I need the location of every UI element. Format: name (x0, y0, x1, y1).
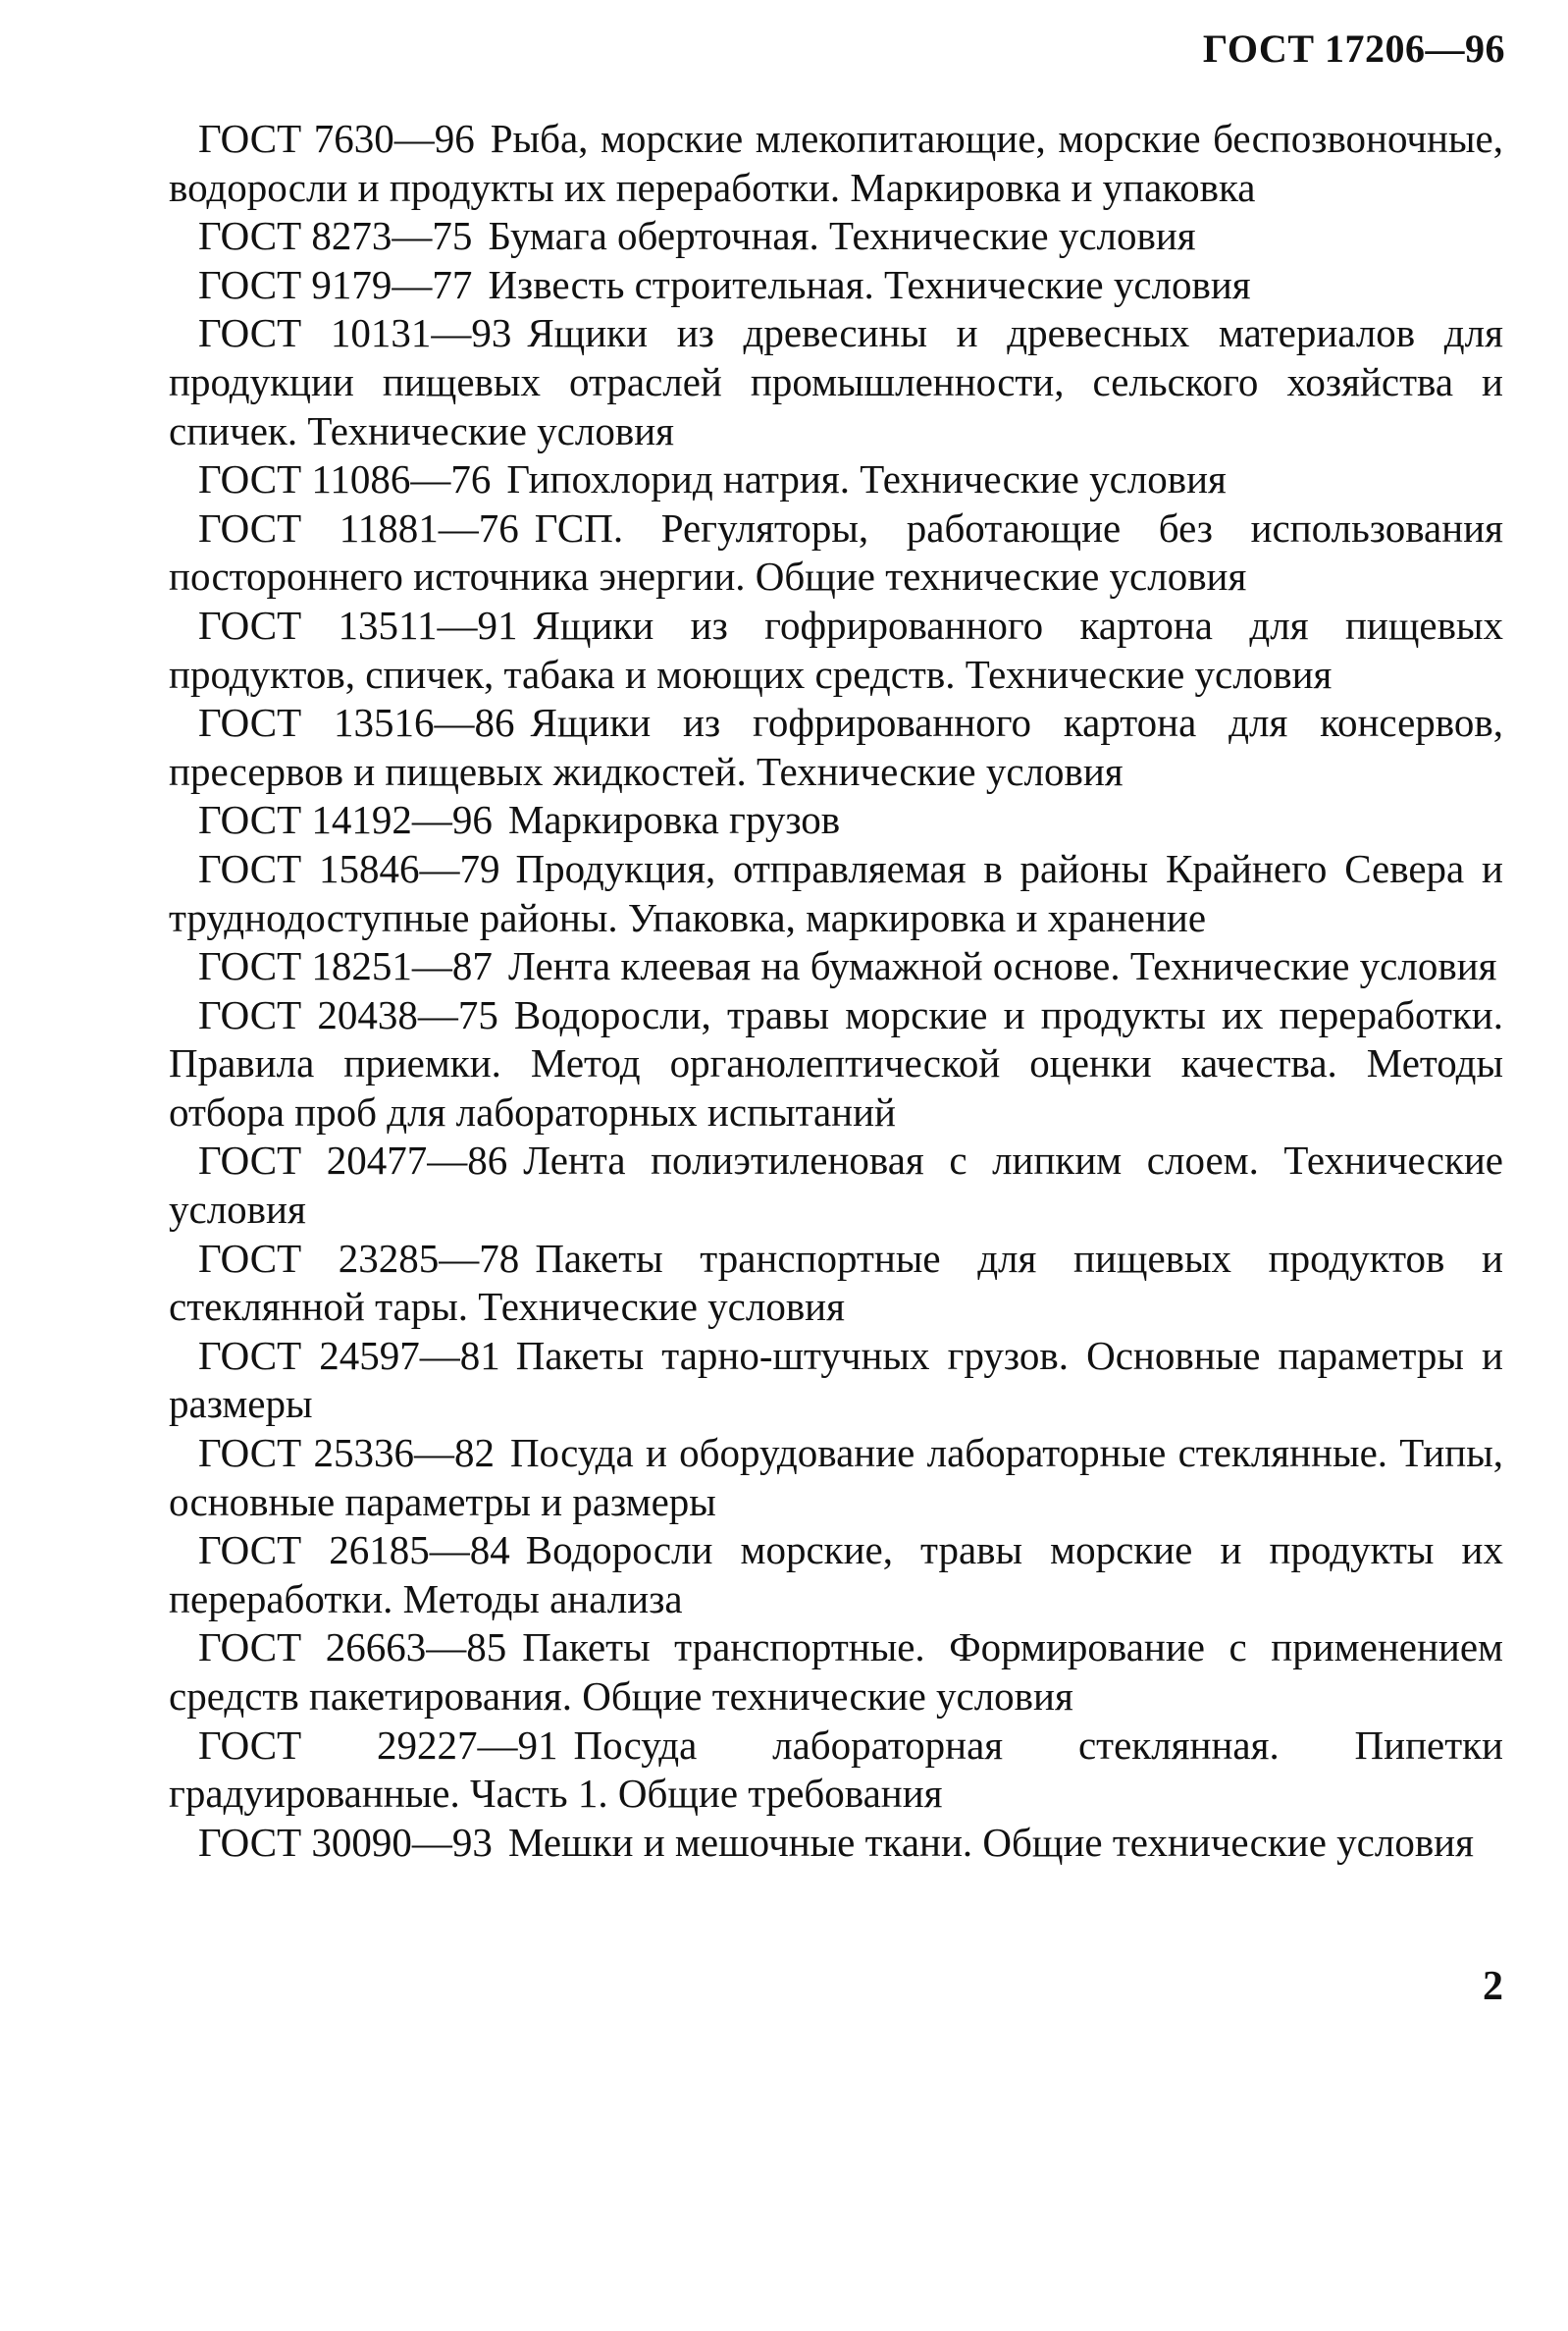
reference-title: Водоросли, травы морские и продукты их переработки. Правила приемки. Метод органолептической оценки качества. Методы отбора проб для лабораторных испытаний (169, 991, 1503, 1135)
reference-code: ГОСТ 10131—93 (198, 310, 512, 356)
reference-item (169, 1235, 1503, 1332)
reference-code: ГОСТ 30090—93 (198, 1819, 493, 1865)
reference-title: Ящики из древесины и древесных материалов для продукции пищевых отраслей промышленности, сельского хозяйства и спичек. Технические условия (169, 310, 1503, 453)
reference-code: ГОСТ 29227—91 (198, 1722, 558, 1768)
reference-item (169, 212, 1503, 261)
reference-title: Пакеты транспортные. Формирование с применением средств пакетирования. Общие технические условия (169, 1624, 1503, 1719)
running-header: ГОСТ 17206—96 (1202, 26, 1505, 71)
reference-item (169, 1623, 1503, 1721)
reference-code: ГОСТ 8273—75 (198, 213, 473, 259)
reference-title: Мешки и мешочные ткани. Общие технические условия (507, 1819, 1474, 1865)
reference-title: Продукция, отправляемая в районы Крайнего Севера и труднодоступные районы. Упаковка, маркировка и хранение (169, 845, 1503, 940)
reference-item (169, 942, 1503, 991)
reference-title: Посуда лабораторная стеклянная. Пипетки градуированные. Часть 1. Общие требования (169, 1722, 1503, 1817)
reference-code: ГОСТ 20438—75 (198, 991, 498, 1037)
reference-title: Водоросли морские, травы морские и продукты их переработки. Методы анализа (169, 1527, 1503, 1621)
reference-title: Рыба, морские млекопитающие, морские беспозвоночные, водоросли и продукты их переработки. Маркировка и упаковка (169, 116, 1503, 210)
page-number: 2 (1483, 1964, 1503, 2009)
reference-title: Пакеты тарно-штучных грузов. Основные параметры и размеры (169, 1332, 1503, 1427)
reference-title: Пакеты транспортные для пищевых продуктов и стеклянной тары. Технические условия (169, 1235, 1503, 1330)
reference-code: ГОСТ 11881—76 (198, 504, 519, 551)
reference-code: ГОСТ 26663—85 (198, 1624, 507, 1670)
reference-code: ГОСТ 7630—96 (198, 116, 475, 161)
reference-code: ГОСТ 15846—79 (198, 845, 500, 891)
reference-item (169, 1722, 1503, 1819)
reference-code: ГОСТ 26185—84 (198, 1527, 510, 1573)
reference-item (169, 602, 1503, 699)
reference-item (169, 991, 1503, 1138)
reference-code: ГОСТ 24597—81 (198, 1332, 500, 1378)
reference-item (169, 1819, 1503, 1868)
reference-code: ГОСТ 23285—78 (198, 1235, 520, 1281)
reference-code: ГОСТ 11086—76 (198, 456, 492, 503)
reference-item (169, 309, 1503, 455)
reference-title: ГСП. Регуляторы, работающие без использования постороннего источника энергии. Общие технические условия (169, 504, 1503, 600)
reference-item (169, 1526, 1503, 1623)
reference-title: Маркировка грузов (507, 797, 841, 843)
normative-references-list (169, 115, 1503, 1867)
reference-item (169, 845, 1503, 942)
reference-title: Посуда и оборудование лабораторные стеклянные. Типы, основные параметры и размеры (169, 1430, 1504, 1524)
reference-item (169, 1332, 1503, 1429)
reference-code: ГОСТ 14192—96 (198, 797, 493, 843)
reference-title: Ящики из гофрированного картона для пищевых продуктов, спичек, табака и моющих средств. Технические условия (169, 602, 1503, 697)
reference-item (169, 1429, 1503, 1526)
reference-code: ГОСТ 25336—82 (198, 1430, 495, 1476)
reference-item (169, 455, 1503, 504)
reference-item (169, 115, 1503, 212)
reference-item (169, 699, 1503, 796)
reference-title: Ящики из гофрированного картона для консервов, пресервов и пищевых жидкостей. Технические условия (169, 700, 1503, 794)
reference-item (169, 504, 1503, 602)
reference-code: ГОСТ 13516—86 (198, 700, 515, 746)
reference-title: Лента полиэтиленовая с липким слоем. Технические условия (169, 1138, 1503, 1233)
reference-title: Бумага оберточная. Технические условия (488, 213, 1196, 259)
reference-item (169, 1137, 1503, 1234)
reference-title: Гипохлорид натрия. Технические условия (506, 456, 1227, 503)
reference-title: Известь строительная. Технические условия (488, 261, 1251, 307)
reference-code: ГОСТ 20477—86 (198, 1138, 508, 1184)
reference-title: Лента клеевая на бумажной основе. Технические условия (507, 943, 1497, 989)
reference-code: ГОСТ 18251—87 (198, 943, 493, 989)
reference-code: ГОСТ 9179—77 (198, 261, 473, 307)
reference-code: ГОСТ 13511—91 (198, 602, 518, 648)
reference-item (169, 261, 1503, 310)
reference-item (169, 796, 1503, 845)
